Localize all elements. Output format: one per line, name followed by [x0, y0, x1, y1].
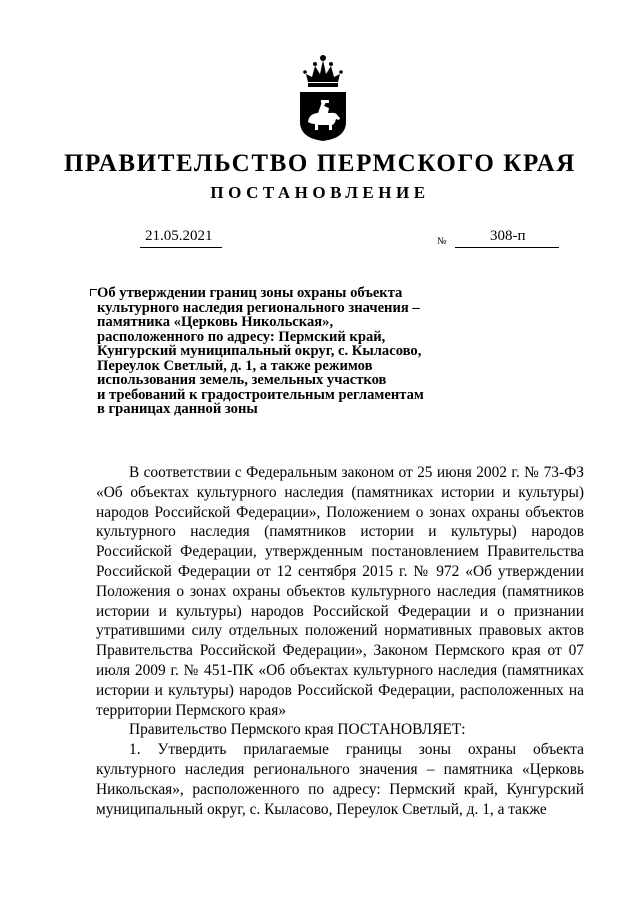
perm-krai-coat-of-arms-icon	[296, 52, 350, 142]
decree-body	[96, 463, 584, 819]
subject-bracket	[90, 289, 97, 296]
decree-subject: Об утверждении границ зоны охраны объекта культурного наследия регионального значения – памятника «Церковь Никольская», расположенного по адресу: Пермский край, Кунгурский муниципальный округ, с. Кыласово, Переулок Светлый, д. 1, а также режимов использования земель, земельных участков и требований к градостроительным регламентам в границах данной зоны	[97, 285, 424, 417]
preamble-paragraph: В соответствии с Федеральным законом от 25 июня 2002 г. № 73-ФЗ «Об объектах культурного наследия (памятниках истории и культуры) народов Российской Федерации», Положением о зонах охраны объектов культурного наследия (памятников истории и культуры) народов Российской Федерации, утвержденным постановлением Правительства Российской Федерации от 12 сентября 2015 г. № 972 «Об утверждении Положения о зонах охраны объектов культурного наследия (памятников истории и культуры) народов Российской Федерации и о признании утратившими силу отдельных положений нормативных правовых актов Правительства Российской Федерации», Законом Пермского края от 07 июля 2009 г. № 451-ПК «Об объектах культурного наследия (памятниках истории и культуры) народов Российской Федерации, расположенных на территории Пермского края»	[96, 464, 584, 719]
decree-number: 308-п	[490, 228, 526, 244]
decree-date: 21.05.2021	[145, 228, 213, 244]
number-sign: №	[437, 236, 447, 247]
resolution-paragraph: Правительство Пермского края ПОСТАНОВЛЯЕТ:	[129, 721, 466, 739]
clause-1-paragraph: 1. Утвердить прилагаемые границы зоны охраны объекта культурного наследия регионального значения – памятника «Церковь Никольская», расположенного по адресу: Пермский край, Кунгурский муниципальный округ, с. Кыласово, Переулок Светлый, д. 1, а также	[96, 741, 584, 818]
government-title: ПРАВИТЕЛЬСТВО ПЕРМСКОГО КРАЯ	[64, 150, 576, 177]
date-underline	[140, 247, 222, 248]
number-underline	[455, 247, 559, 248]
document-type: ПОСТАНОВЛЕНИЕ	[210, 183, 430, 202]
